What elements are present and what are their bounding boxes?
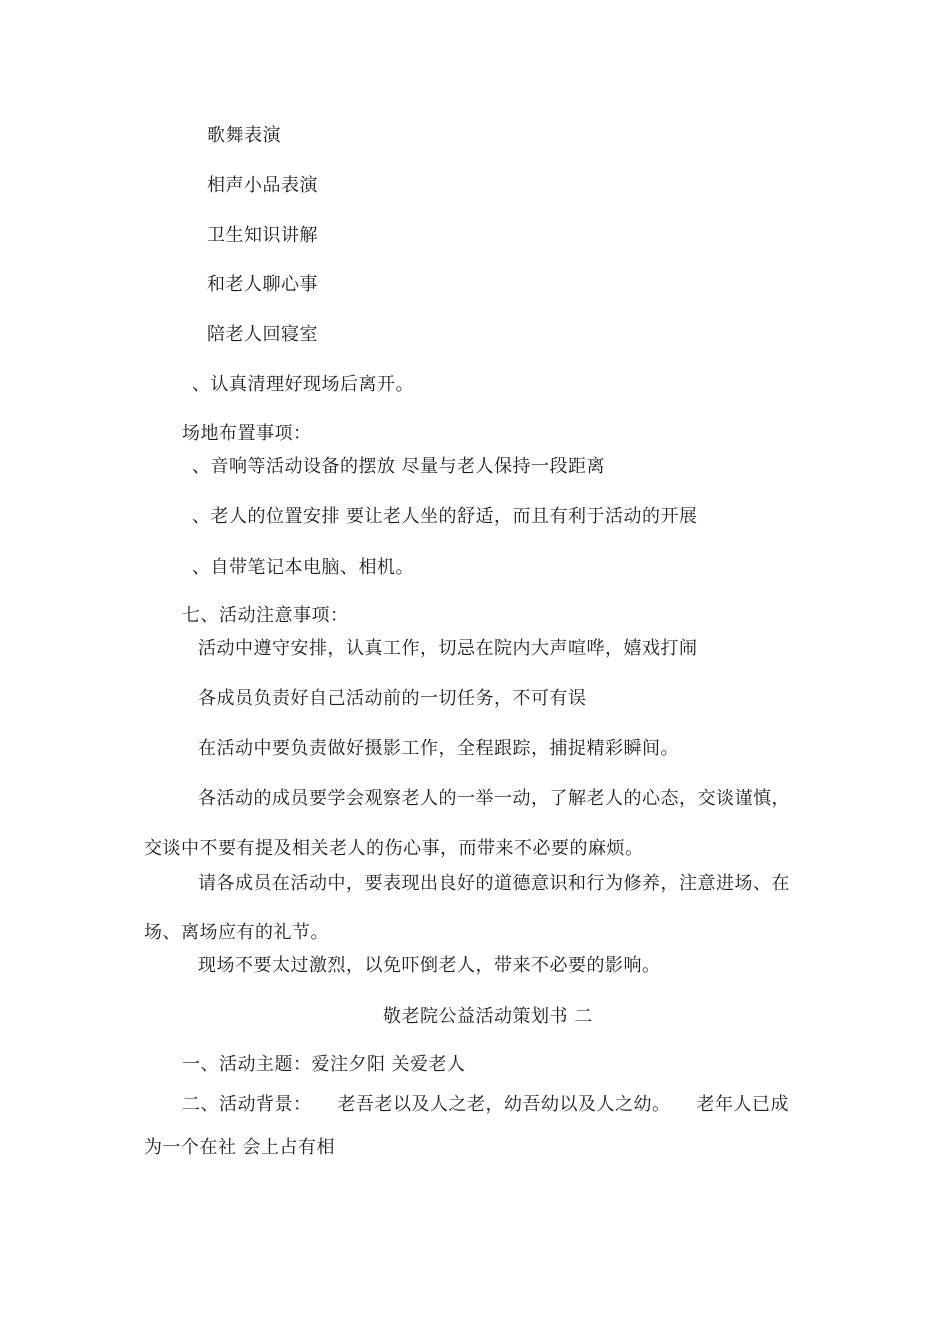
- venue-item: [192, 556, 414, 580]
- notes-line: 交谈中不要有提及相关老人的伤心事，而带来不必要的麻烦。: [144, 838, 644, 859]
- background-label: 二、活动背景：: [182, 1094, 312, 1115]
- notes-heading: 七、活动注意事项：: [182, 605, 349, 626]
- notes-line: 现场不要太过激烈，以免吓倒老人，带来不必要的影响。: [198, 955, 661, 976]
- venue-item: [192, 455, 605, 479]
- background-text: 老年人已成: [696, 1094, 789, 1115]
- venue-item-text: 、老人的位置安排: [192, 506, 340, 527]
- program-item: 相声小品表演: [207, 175, 318, 196]
- program-item: 陪老人回寝室: [207, 324, 318, 345]
- theme-value: 关爱老人: [391, 1054, 466, 1075]
- cleanup-line: 、认真清理好现场后离开。: [192, 374, 414, 395]
- background-quote: 老吾老以及人之老，幼吾幼以及人之幼。: [337, 1094, 671, 1115]
- venue-heading: 场地布置事项：: [182, 423, 312, 444]
- notes-line: 场、离场应有的礼节。: [144, 922, 329, 943]
- background-line: [144, 1136, 335, 1160]
- venue-item-text: 要让老人坐的舒适，而且有利于活动的开展: [346, 506, 698, 527]
- notes-line: 在活动中要负责做好摄影工作，全程跟踪，捕捉精彩瞬间。: [198, 738, 679, 759]
- background-text: 为一个在社: [144, 1137, 237, 1158]
- venue-item-text: 、自带笔记本电脑、相机。: [192, 557, 414, 578]
- section-title: 敬老院公益活动策划书 二: [383, 1006, 593, 1027]
- notes-line: 请各成员在活动中，要表现出良好的道德意识和行为修养，注意进场、在: [198, 873, 790, 894]
- program-item: 歌舞表演: [207, 125, 281, 146]
- program-item: 卫生知识讲解: [207, 225, 318, 246]
- theme-line: [182, 1053, 466, 1077]
- theme-label: 一、活动主题：爱注夕阳: [182, 1054, 386, 1075]
- program-item: 和老人聊心事: [207, 274, 318, 295]
- background-text: 会上占有相: [242, 1137, 335, 1158]
- venue-item-text: 尽量与老人保持一段距离: [401, 456, 605, 477]
- notes-line: 活动中遵守安排，认真工作，切忌在院内大声喧哗，嬉戏打闹: [198, 638, 698, 659]
- notes-line: 各成员负责好自己活动前的一切任务，不可有误: [198, 688, 587, 709]
- venue-item: [192, 505, 698, 529]
- background-line: [182, 1093, 789, 1117]
- notes-line: 各活动的成员要学会观察老人的一举一动，了解老人的心态，交谈谨慎，: [198, 788, 790, 809]
- venue-item-text: 、音响等活动设备的摆放: [192, 456, 396, 477]
